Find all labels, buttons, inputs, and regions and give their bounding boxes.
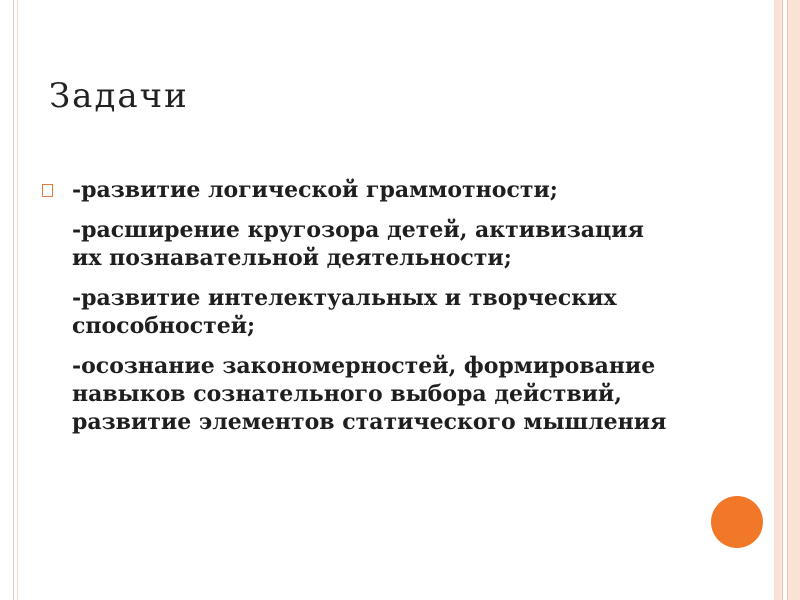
list-item-4: [40, 352, 680, 436]
orange-accent-circle: [711, 496, 763, 548]
list-item-text: -развитие логической граммотности;: [72, 177, 558, 203]
task-list: [40, 176, 680, 448]
right-decorative-stripe: [782, 0, 788, 600]
slide-title: Задачи: [49, 76, 189, 116]
square-outline-icon: [42, 184, 53, 197]
list-item-text: -осознание закономерностей, формирование навыков сознательного выбора действий, развитие элементов статического мышления: [72, 353, 667, 435]
list-item-text: -развитие интелектуальных и творческих способностей;: [72, 285, 617, 339]
list-item-2: [40, 216, 680, 272]
list-item-1: [40, 176, 680, 204]
list-item-3: [40, 284, 680, 340]
list-item-text: -расширение кругозора детей, активизация их познавательной деятельности;: [72, 217, 644, 271]
